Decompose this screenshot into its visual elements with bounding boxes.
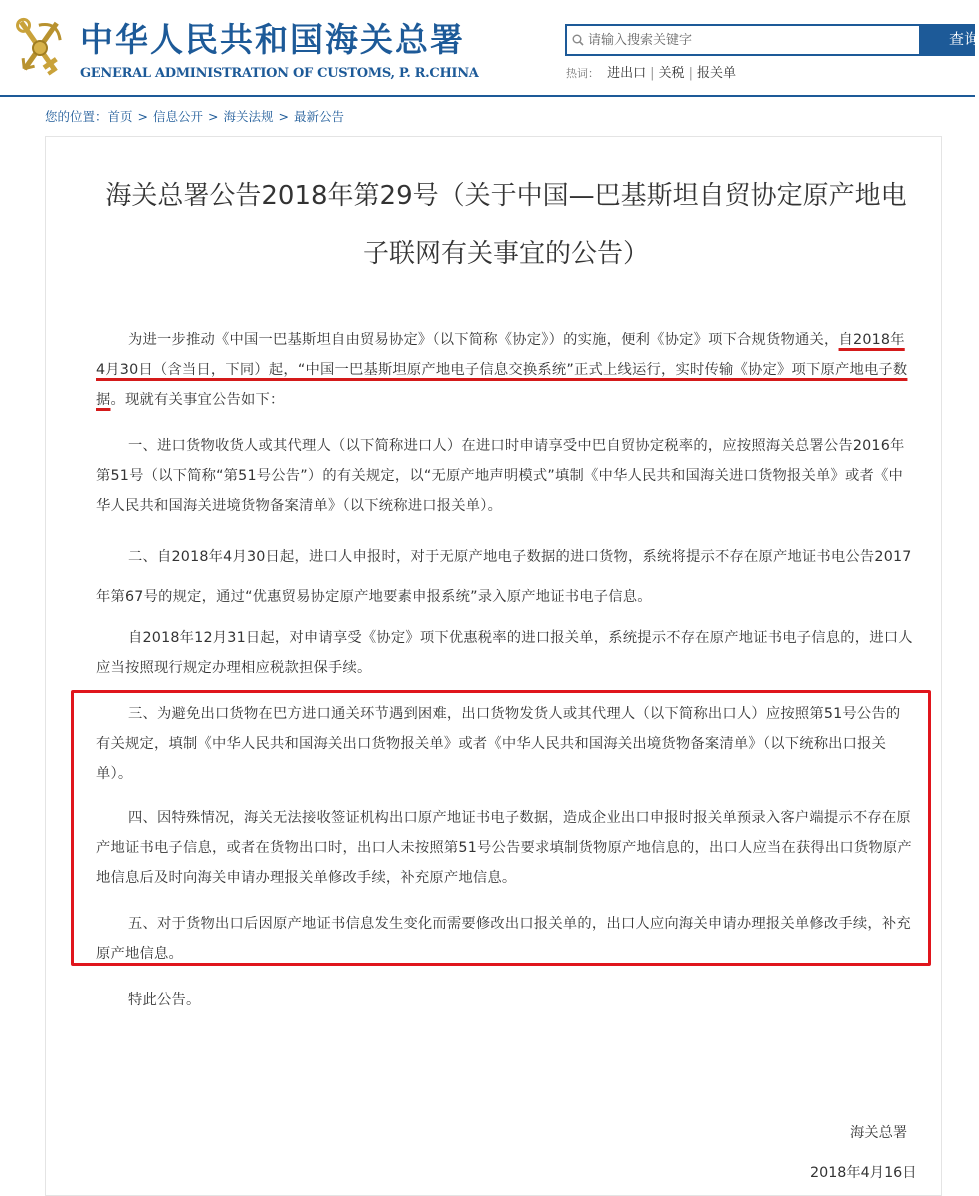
breadcrumb-prefix: 您的位置： <box>45 109 108 124</box>
site-title[interactable]: 中华人民共和国海关总署 <box>80 20 465 59</box>
article-title: 海关总署公告2018年第29号（关于中国—巴基斯坦自贸协定原产地电子联网有关事宜的公告） <box>105 181 907 269</box>
article-paragraph: 三、为避免出口货物在巴方进口通关环节遇到困难，出口货物发货人或其代理人（以下简称出口人）应按照第51号公告的有关规定，填制《中华人民共和国海关出口货物报关单》或者《中华人民共和国海关出境货物备案清单》（以下统称出口报关单）。 <box>96 706 901 782</box>
article-paragraph: 二、自2018年4月30日起，进口人申报时，对于无原产地电子数据的进口货物，系统将提示不存在原产地证书电公告2017年第67号的规定，通过“优惠贸易协定原产地要素申报系统”录入原产地证书电子信息。 <box>96 549 912 605</box>
search-box <box>565 24 921 56</box>
search-input[interactable] <box>588 26 908 54</box>
intro-highlight: 自2018年4月30日（含当日，下同）起，“中国一巴基斯坦原产地电子信息交换系统”正式上线运行，实时传输《协定》项下原产地电子数据 <box>96 332 908 408</box>
hotword-link[interactable]: 报关单 <box>696 66 736 81</box>
hotword-separator: | <box>650 66 655 81</box>
customs-emblem-icon[interactable] <box>6 10 74 82</box>
article-paragraph: 四、因特殊情况，海关无法接收签证机构出口原产地证书电子数据，造成企业出口申报时报关单预录入客户端提示不存在原产地证书电子信息，或者在货物出口时，出口人未按照第51号公告要求填制货物原产地信息的，出口人应当在获得出口货物原产地信息后及时向海关申请办理报关单修改手续，补充原产地信息。 <box>96 810 912 886</box>
breadcrumb-link-info[interactable]: 信息公开 <box>153 109 204 124</box>
article-paragraph: 自2018年12月31日起，对申请享受《协定》项下优惠税率的进口报关单，系统提示不存在原产地证书电子信息的，进口人应当按照现行规定办理相应税款担保手续。 <box>96 630 913 676</box>
breadcrumb-link-latest[interactable]: 最新公告 <box>294 109 345 124</box>
intro-text-end: 。现就有关事宜公告如下： <box>110 392 285 408</box>
hotword-separator: | <box>688 66 693 81</box>
hotword-link[interactable]: 进出口 <box>607 66 647 81</box>
site-subtitle: GENERAL ADMINISTRATION OF CUSTOMS, P. R.CHINA <box>80 66 479 81</box>
search-icon <box>572 34 584 46</box>
article-container <box>45 136 942 1196</box>
search-button[interactable]: 查询 <box>921 24 975 56</box>
article-signature: 海关总署 <box>850 1125 908 1141</box>
article-paragraph: 五、对于货物出口后因原产地证书信息发生变化而需要修改出口报关单的，出口人应向海关申请办理报关单修改手续，补充原产地信息。 <box>96 916 911 962</box>
hotwords-label: 热词： <box>566 67 599 80</box>
article-date: 2018年4月16日 <box>810 1165 917 1181</box>
breadcrumb-link-home[interactable]: 首页 <box>107 109 133 124</box>
site-header <box>0 0 979 97</box>
breadcrumb-separator: > <box>208 109 219 124</box>
hotword-link[interactable]: 关税 <box>658 66 685 81</box>
intro-text: 为进一步推动《中国一巴基斯坦自由贸易协定》（以下简称《协定》）的实施，便利《协定》项下合规货物通关， <box>128 332 839 348</box>
article-closing: 特此公告。 <box>128 992 201 1008</box>
highlight-annotation-box <box>71 690 931 966</box>
breadcrumb-link-regulations[interactable]: 海关法规 <box>223 109 274 124</box>
breadcrumb-separator: > <box>278 109 290 124</box>
breadcrumb <box>45 107 344 125</box>
hotwords-bar <box>566 62 736 81</box>
breadcrumb-separator: > <box>137 109 149 124</box>
article-paragraph: 一、进口货物收货人或其代理人（以下简称进口人）在进口时申请享受中巴自贸协定税率的，应按照海关总署公告2016年第51号（以下简称“第51号公告”）的有关规定，以“无原产地声明模式”填制《中华人民共和国海关进口货物报关单》或者《中华人民共和国海关进境货物备案清单》（以下统称进口报关单）。 <box>96 438 905 514</box>
article-intro <box>96 325 914 415</box>
